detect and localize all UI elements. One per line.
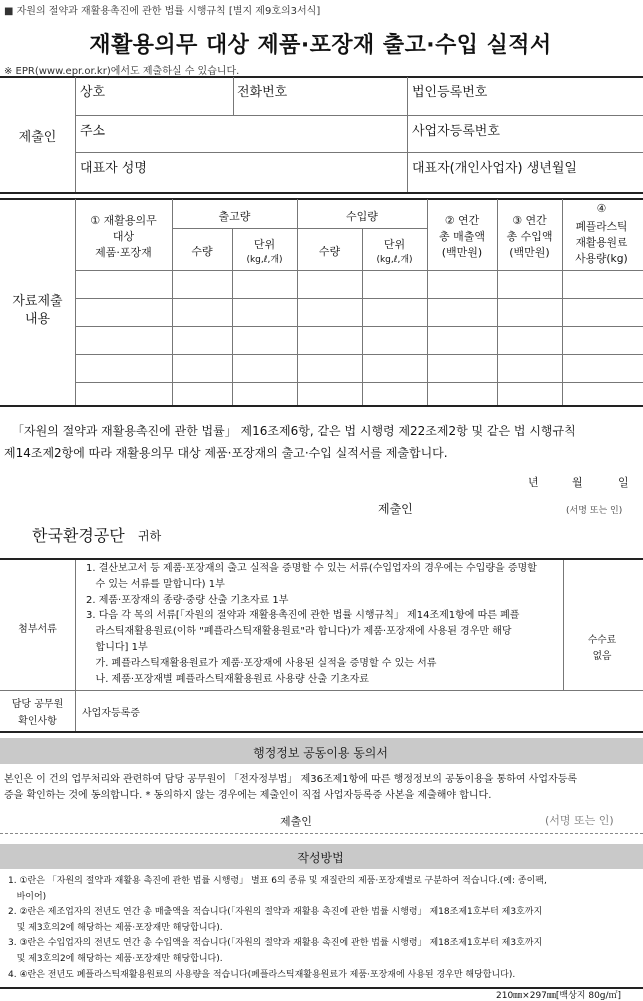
form-title: 재활용의무 대상 제품·포장재 출고·수입 실적서 bbox=[89, 33, 552, 58]
col-recycled-header: 사용량(kg) bbox=[575, 252, 628, 265]
company-name-field[interactable]: 상호 bbox=[80, 85, 106, 100]
corp-reg-number-field[interactable]: 법인등록번호 bbox=[412, 85, 488, 100]
data-section-label: 자료제출 bbox=[12, 294, 63, 309]
col-sales-header: (백만원) bbox=[441, 246, 483, 259]
divider bbox=[0, 76, 643, 78]
signature-hint[interactable]: (서명 또는 인) bbox=[566, 506, 623, 516]
divider bbox=[297, 199, 298, 405]
biz-reg-number-field[interactable]: 사업자등록번호 bbox=[412, 124, 500, 139]
col-recycled-header: 폐플라스틱 bbox=[575, 220, 628, 233]
phone-field[interactable]: 전화번호 bbox=[237, 85, 288, 100]
declaration-submitter-label: 제출인 bbox=[378, 502, 413, 516]
col-product-header: 제품·포장재 bbox=[95, 246, 152, 259]
official-check-label: 확인사항 bbox=[18, 716, 57, 727]
col-import-amount-header: ③ 연간 bbox=[512, 214, 547, 227]
data-section-label: 내용 bbox=[24, 312, 51, 327]
instruction-line: 및 제3호의2에 해당하는 제품·포장재만 해당합니다). bbox=[8, 922, 223, 933]
col-recycled-header: 재활용원료 bbox=[575, 236, 628, 249]
epr-note: ※ EPR(www.epr.or.kr)에서도 제출하실 수 있습니다. bbox=[4, 66, 240, 77]
representative-birth-field[interactable]: 대표자(개인사업자) 생년월일 bbox=[412, 161, 577, 176]
col-import-amount-header: (백만원) bbox=[509, 246, 550, 259]
attachment-item: 2. 제품·포장재의 종량·중량 산출 기초자료 1부 bbox=[86, 594, 289, 606]
divider bbox=[75, 115, 643, 116]
divider bbox=[233, 77, 234, 115]
divider bbox=[0, 405, 643, 407]
divider bbox=[75, 298, 643, 299]
divider bbox=[0, 690, 643, 691]
divider bbox=[0, 731, 643, 733]
attachment-item: 3. 다음 각 목의 서류[「자원의 절약과 재활용촉진에 관한 법률 시행규칙」 제14조제1항에 따른 폐플 bbox=[86, 610, 520, 622]
address-field[interactable]: 주소 bbox=[80, 124, 106, 139]
consent-text: 본인은 이 건의 업무처리와 관련하여 담당 공무원이 「전자정부법」 제36조제1항에 따른 행정정보의 공동이용을 통하여 사업자등록 bbox=[4, 774, 578, 785]
divider bbox=[563, 560, 564, 690]
divider bbox=[75, 382, 643, 383]
divider bbox=[75, 326, 643, 327]
col-release-header: 출고량 bbox=[218, 210, 251, 223]
official-check-value: 사업자등록증 bbox=[82, 708, 140, 719]
date-day-label[interactable]: 일 bbox=[618, 476, 629, 489]
divider bbox=[0, 198, 643, 200]
instruction-line: 바이어) bbox=[8, 891, 47, 902]
regulation-reference: ■ 자원의 절약과 재활용촉진에 관한 법률 시행규칙 [별지 제9호의3서식] bbox=[4, 6, 321, 17]
divider bbox=[75, 560, 76, 731]
divider bbox=[407, 77, 408, 192]
attachments-list bbox=[86, 561, 560, 687]
attachment-item: 1. 결산보고서 등 제품·포장재의 출고 실적을 증명할 수 있는 서류(수입업자의 경우에는 수입량을 증명할 bbox=[86, 563, 537, 574]
divider bbox=[172, 199, 173, 405]
attachment-item: 라스틱재활용원료(이하 "폐플라스틱재활용원료"라 합니다)가 제품·포장재에 사용된 경우만 해당 bbox=[86, 626, 512, 638]
submitter-section-label: 제출인 bbox=[18, 130, 57, 145]
divider bbox=[75, 152, 643, 153]
divider bbox=[0, 558, 643, 560]
consent-signature-hint[interactable]: (서명 또는 인) bbox=[545, 814, 614, 827]
declaration-text: 「자원의 절약과 재활용촉진에 관한 법률」 제16조제6항, 같은 법 시행령 제22조제2항 및 같은 법 시행규칙 bbox=[12, 424, 576, 438]
instruction-line: 1. ①란은 「자원의 절약과 재활용 촉진에 관한 법률 시행령」 별표 6의 종류 및 재질란의 제품·포장재별로 구분하여 적습니다.(예: 종이팩, bbox=[8, 876, 547, 886]
representative-name-field[interactable]: 대표자 성명 bbox=[80, 161, 147, 176]
fee-value: 없음 bbox=[592, 651, 612, 662]
col-import-amount-header: 총 수입액 bbox=[506, 230, 553, 243]
declaration-text: 제14조제2항에 따라 재활용의무 대상 제품·포장재의 출고·수입 실적서를 제출합니다. bbox=[4, 446, 448, 460]
date-month-label[interactable]: 월 bbox=[572, 476, 583, 489]
attachment-item: 가. 폐플라스틱재활용원료가 제품·포장재에 사용된 실적을 증명할 수 있는 서류 bbox=[86, 657, 437, 669]
col-sales-header: ② 연간 bbox=[444, 214, 480, 227]
attachment-item: 나. 제품·포장재별 폐플라스틱재활용원료 사용량 산출 기초자료 bbox=[86, 673, 369, 685]
import-unit-header: 단위 bbox=[383, 238, 406, 251]
divider bbox=[0, 192, 643, 194]
divider bbox=[75, 270, 643, 271]
consent-title: 행정정보 공동이용 동의서 bbox=[253, 746, 388, 760]
attachment-item: 합니다] 1부 bbox=[86, 641, 148, 653]
date-year-label[interactable]: 년 bbox=[528, 476, 539, 489]
official-check-label: 담당 공무원 bbox=[11, 699, 64, 710]
instruction-line: 및 제3호의2에 해당하는 제품·포장재만 해당합니다). bbox=[8, 953, 223, 964]
instructions-title: 작성방법 bbox=[297, 851, 344, 865]
consent-submitter-label: 제출인 bbox=[280, 815, 312, 828]
release-unit-header: 단위 bbox=[253, 238, 276, 251]
instruction-line: 4. ④란은 전년도 폐플라스틱재활용원료의 사용량을 적습니다(폐플라스틱재활용원료가 제품·포장재에 사용된 경우만 해당합니다). bbox=[8, 969, 516, 980]
divider bbox=[75, 77, 76, 192]
col-product-header: 대상 bbox=[112, 230, 135, 243]
col-recycled-header: ④ bbox=[596, 202, 607, 215]
instructions-list bbox=[8, 874, 640, 983]
attachments-label: 첨부서류 bbox=[18, 624, 57, 635]
release-unit-header: (kg,ℓ,개) bbox=[246, 255, 283, 265]
fee-label: 수수료 bbox=[587, 635, 617, 646]
attachment-item: 수 있는 서류를 말합니다) 1부 bbox=[86, 578, 225, 590]
divider bbox=[0, 833, 643, 834]
divider bbox=[75, 354, 643, 355]
col-import-header: 수입량 bbox=[346, 210, 378, 223]
paper-spec: 210㎜×297㎜[백상지 80g/㎡] bbox=[496, 991, 622, 1001]
instruction-line: 2. ②란은 제조업자의 전년도 연간 총 매출액을 적습니다(「자원의 절약과 재활용 촉진에 관한 법률 시행령」 제18조제1호부터 제3호까지 bbox=[8, 907, 543, 918]
recipient-suffix: 귀하 bbox=[138, 529, 162, 543]
release-qty-header: 수량 bbox=[191, 245, 213, 258]
import-unit-header: (kg,ℓ,개) bbox=[376, 255, 413, 265]
col-product-header: ① 재활용의무 bbox=[90, 214, 157, 227]
instruction-line: 3. ③란은 수입업자의 전년도 연간 총 수입액을 적습니다(「자원의 절약과 재활용 촉진에 관한 법률 시행령」 제18조제1호부터 제3호까지 bbox=[8, 938, 543, 949]
import-qty-header: 수량 bbox=[318, 245, 341, 258]
col-sales-header: 총 매출액 bbox=[438, 230, 485, 243]
recipient-name: 한국환경공단 bbox=[32, 526, 125, 545]
consent-text: 증을 확인하는 것에 동의합니다. * 동의하지 않는 경우에는 제출인이 직접 사업자등록증 사본을 제출해야 합니다. bbox=[4, 790, 492, 801]
divider bbox=[172, 228, 427, 229]
